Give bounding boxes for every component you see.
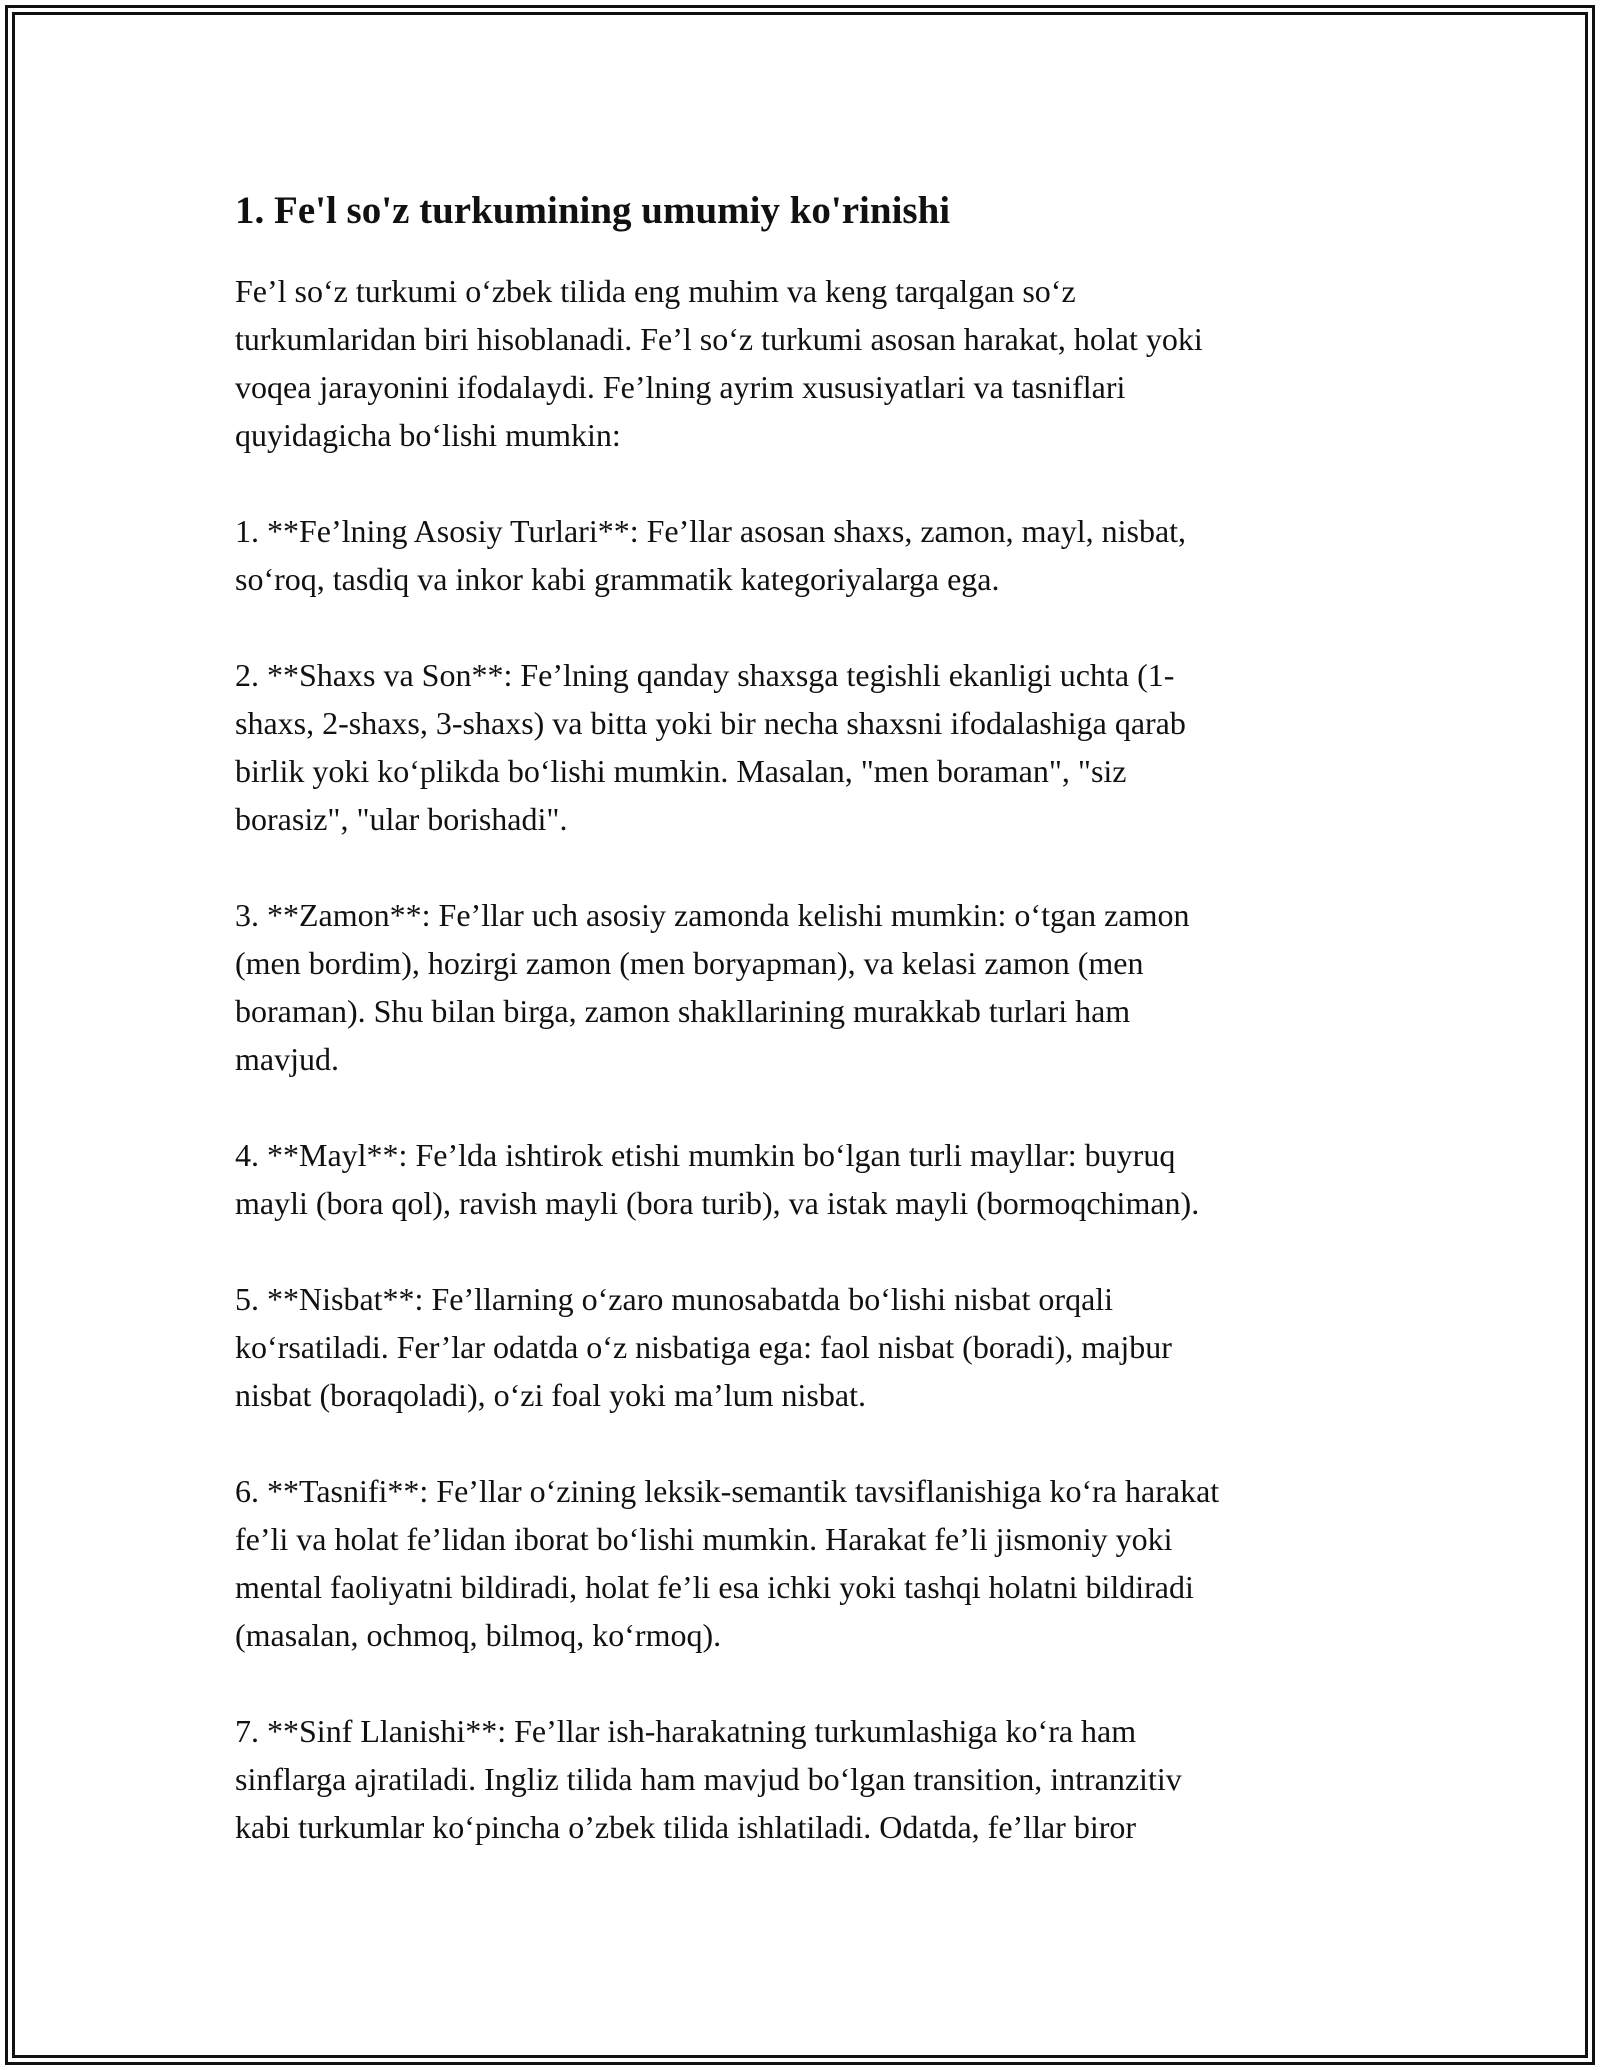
list-item-class-division: 7. **Sinf Llanishi**: Fe’llar ish-harakatning turkumlashiga ko‘ra ham sinflarga ajratiladi. Ingliz tilida ham mavjud bo‘lgan transition, intranzitiv kabi turkumlar ko‘pincha o’zbek tilida ishlatiladi. Odatda, fe’llar biror [235, 1713, 1182, 1845]
list-item-mood: 4. **Mayl**: Fe’lda ishtirok etishi mumkin bo‘lgan turli mayllar: buyruq mayli (bora qol), ravish mayli (bora turib), va istak mayli (bormoqchiman). [235, 1137, 1200, 1221]
intro-paragraph: Fe’l so‘z turkumi o‘zbek tilida eng muhim va keng tarqalgan so‘z turkumlaridan biri hisoblanadi. Fe’l so‘z turkumi asosan harakat, holat yoki voqea jarayonini ifodalaydi. Fe’lning ayrim xususiyatlari va tasniflari quyidagicha bo‘lishi mumkin: [235, 273, 1203, 453]
list-item-voice: 5. **Nisbat**: Fe’llarning o‘zaro munosabatda bo‘lishi nisbat orqali ko‘rsatiladi. Fer’lar odatda o‘z nisbatiga ega: faol nisbat (boradi), majbur nisbat (boraqoladi), o‘zi foal yoki ma’lum nisbat. [235, 1281, 1172, 1413]
section-heading: 1. Fe'l so'z turkumining umumiy ko'rinishi [235, 189, 951, 232]
list-item-verb-types: 1. **Fe’lning Asosiy Turlari**: Fe’llar asosan shaxs, zamon, mayl, nisbat, so‘roq, tasdiq va inkor kabi grammatik kategoriyalarga ega. [235, 513, 1187, 597]
list-item-person-number: 2. **Shaxs va Son**: Fe’lning qanday shaxsga tegishli ekanligi uchta (1- shaxs, 2-shaxs, 3-shaxs) va bitta yoki bir necha shaxsni ifodalashiga qarab birlik yoki ko‘plikda bo‘lishi mumkin. Masalan, "men boraman", "siz borasiz", "ular borishadi". [235, 657, 1186, 837]
list-item-classification: 6. **Tasnifi**: Fe’llar o‘zining leksik-semantik tavsiflanishiga ko‘ra harakat fe’li va holat fe’lidan iborat bo‘lishi mumkin. Harakat fe’li jismoniy yoki mental faoliyatni bildiradi, holat fe’li esa ichki yoki tashqi holatni bildiradi (masalan, ochmoq, bilmoq, ko‘rmoq). [235, 1473, 1220, 1653]
document-body [235, 185, 1375, 1899]
list-item-tense: 3. **Zamon**: Fe’llar uch asosiy zamonda kelishi mumkin: o‘tgan zamon (men bordim), hozirgi zamon (men boryapman), va kelasi zamon (men boraman). Shu bilan birga, zamon shakllarining murakkab turlari ham mavjud. [235, 897, 1190, 1077]
